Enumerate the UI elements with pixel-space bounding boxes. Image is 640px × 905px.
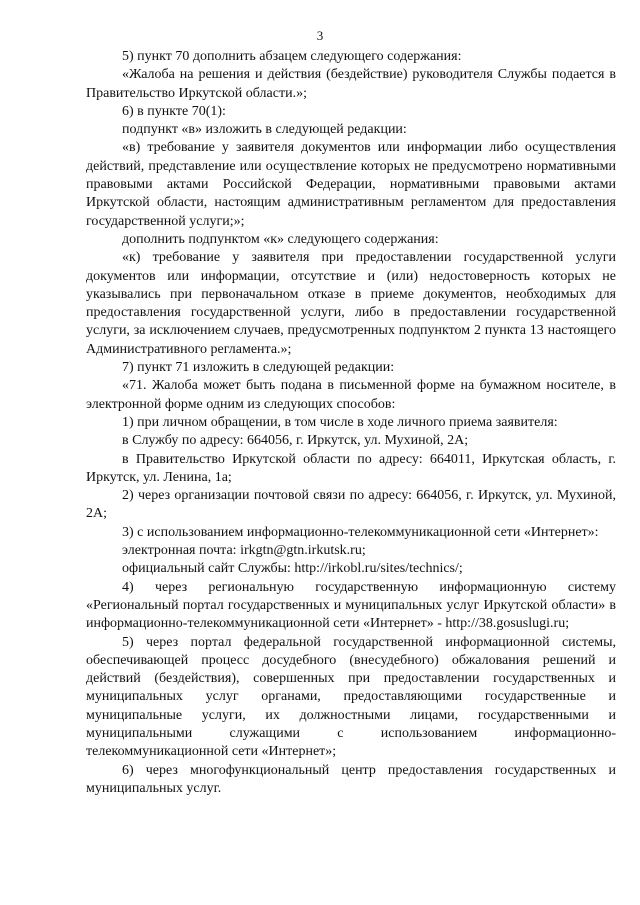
paragraph-item-7: 7) пункт 71 изложить в следующей редакции: [122,360,395,376]
paragraph-method-1: 1) при личном обращении, в том числе в ходе личного приема заявителя: [122,414,558,430]
paragraph-method-5: 5) через портал федеральной государственной информационной системы, обеспечивающей процесс досудебного (внесудебного) обжалования решений и действий (бездействия), совершенных при предоставлении государственных и муниципальных услуг органами, предоставляющими государственные и муниципальные услуги, их должностными лицами, государственными и муниципальными служащими с использованием информационно-телекоммуникационной сети «Интернет»; [86,634,616,760]
paragraph-method-2: 2) через организации почтовой связи по адресу: 664056, г. Иркутск, ул. Мухиной, 2А; [86,488,616,522]
paragraph-item-5: 5) пункт 70 дополнить абзацем следующего содержания: [122,49,462,64]
paragraph-clause-71: «71. Жалоба может быть подана в письменной форме на бумажном носителе, в электронной форме одним из следующих способов: [86,378,616,412]
paragraph-subitem-v-text: «в) требование у заявителя документов или информации либо осуществления действий, представление или осуществление которых не предусмотрено нормативными правовыми актами Российской Федерации, нормативными правовыми актами Иркутской области, настоящим административным регламентом для предоставления государственной услуги;»; [86,140,616,229]
document-body [86,48,616,798]
paragraph-address-government: в Правительство Иркутской области по адресу: 664011, Иркутская область, г. Иркутск, ул. Ленина, 1а; [86,451,616,485]
paragraph-address-service: в Службу по адресу: 664056, г. Иркутск, ул. Мухиной, 2А; [122,433,469,449]
paragraph-subitem-v-intro: подпункт «в» изложить в следующей редакции: [122,122,407,138]
paragraph-method-3: 3) с использованием информационно-телекоммуникационной сети «Интернет»: [122,524,599,540]
paragraph-method-4: 4) через региональную государственную информационную систему «Региональный портал государственных и муниципальных услуг Иркутской области» в информационно-телекоммуникационной сети «Интернет» - http://38.gosuslugi.ru; [86,579,616,632]
page-number: 3 [316,28,324,43]
paragraph-subitem-k-intro: дополнить подпунктом «к» следующего содержания: [122,231,439,247]
paragraph-item-6: 6) в пункте 70(1): [122,103,226,119]
paragraph-method-6: 6) через многофункциональный центр предоставления государственных и муниципальных услуг. [86,762,616,796]
paragraph-website: официальный сайт Службы: http://irkobl.ru/sites/technics/; [122,561,463,577]
paragraph-complaint-government: «Жалоба на решения и действия (бездействие) руководителя Службы подается в Правительство Иркутской области.»; [86,67,616,101]
paragraph-email: электронная почта: irkgtn@gtn.irkutsk.ru; [122,543,366,559]
paragraph-subitem-k-text: «к) требование у заявителя при предоставлении государственной услуги документов или информации, отсутствие и (или) недостоверность которых не указывались при первоначальном отказе в приеме документов, необходимых для предоставления государственной услуги, либо в предоставлении государственной услуги, за исключением случаев, предусмотренных подпунктом 2 пункта 13 настоящего Административного регламента.»; [86,250,616,357]
